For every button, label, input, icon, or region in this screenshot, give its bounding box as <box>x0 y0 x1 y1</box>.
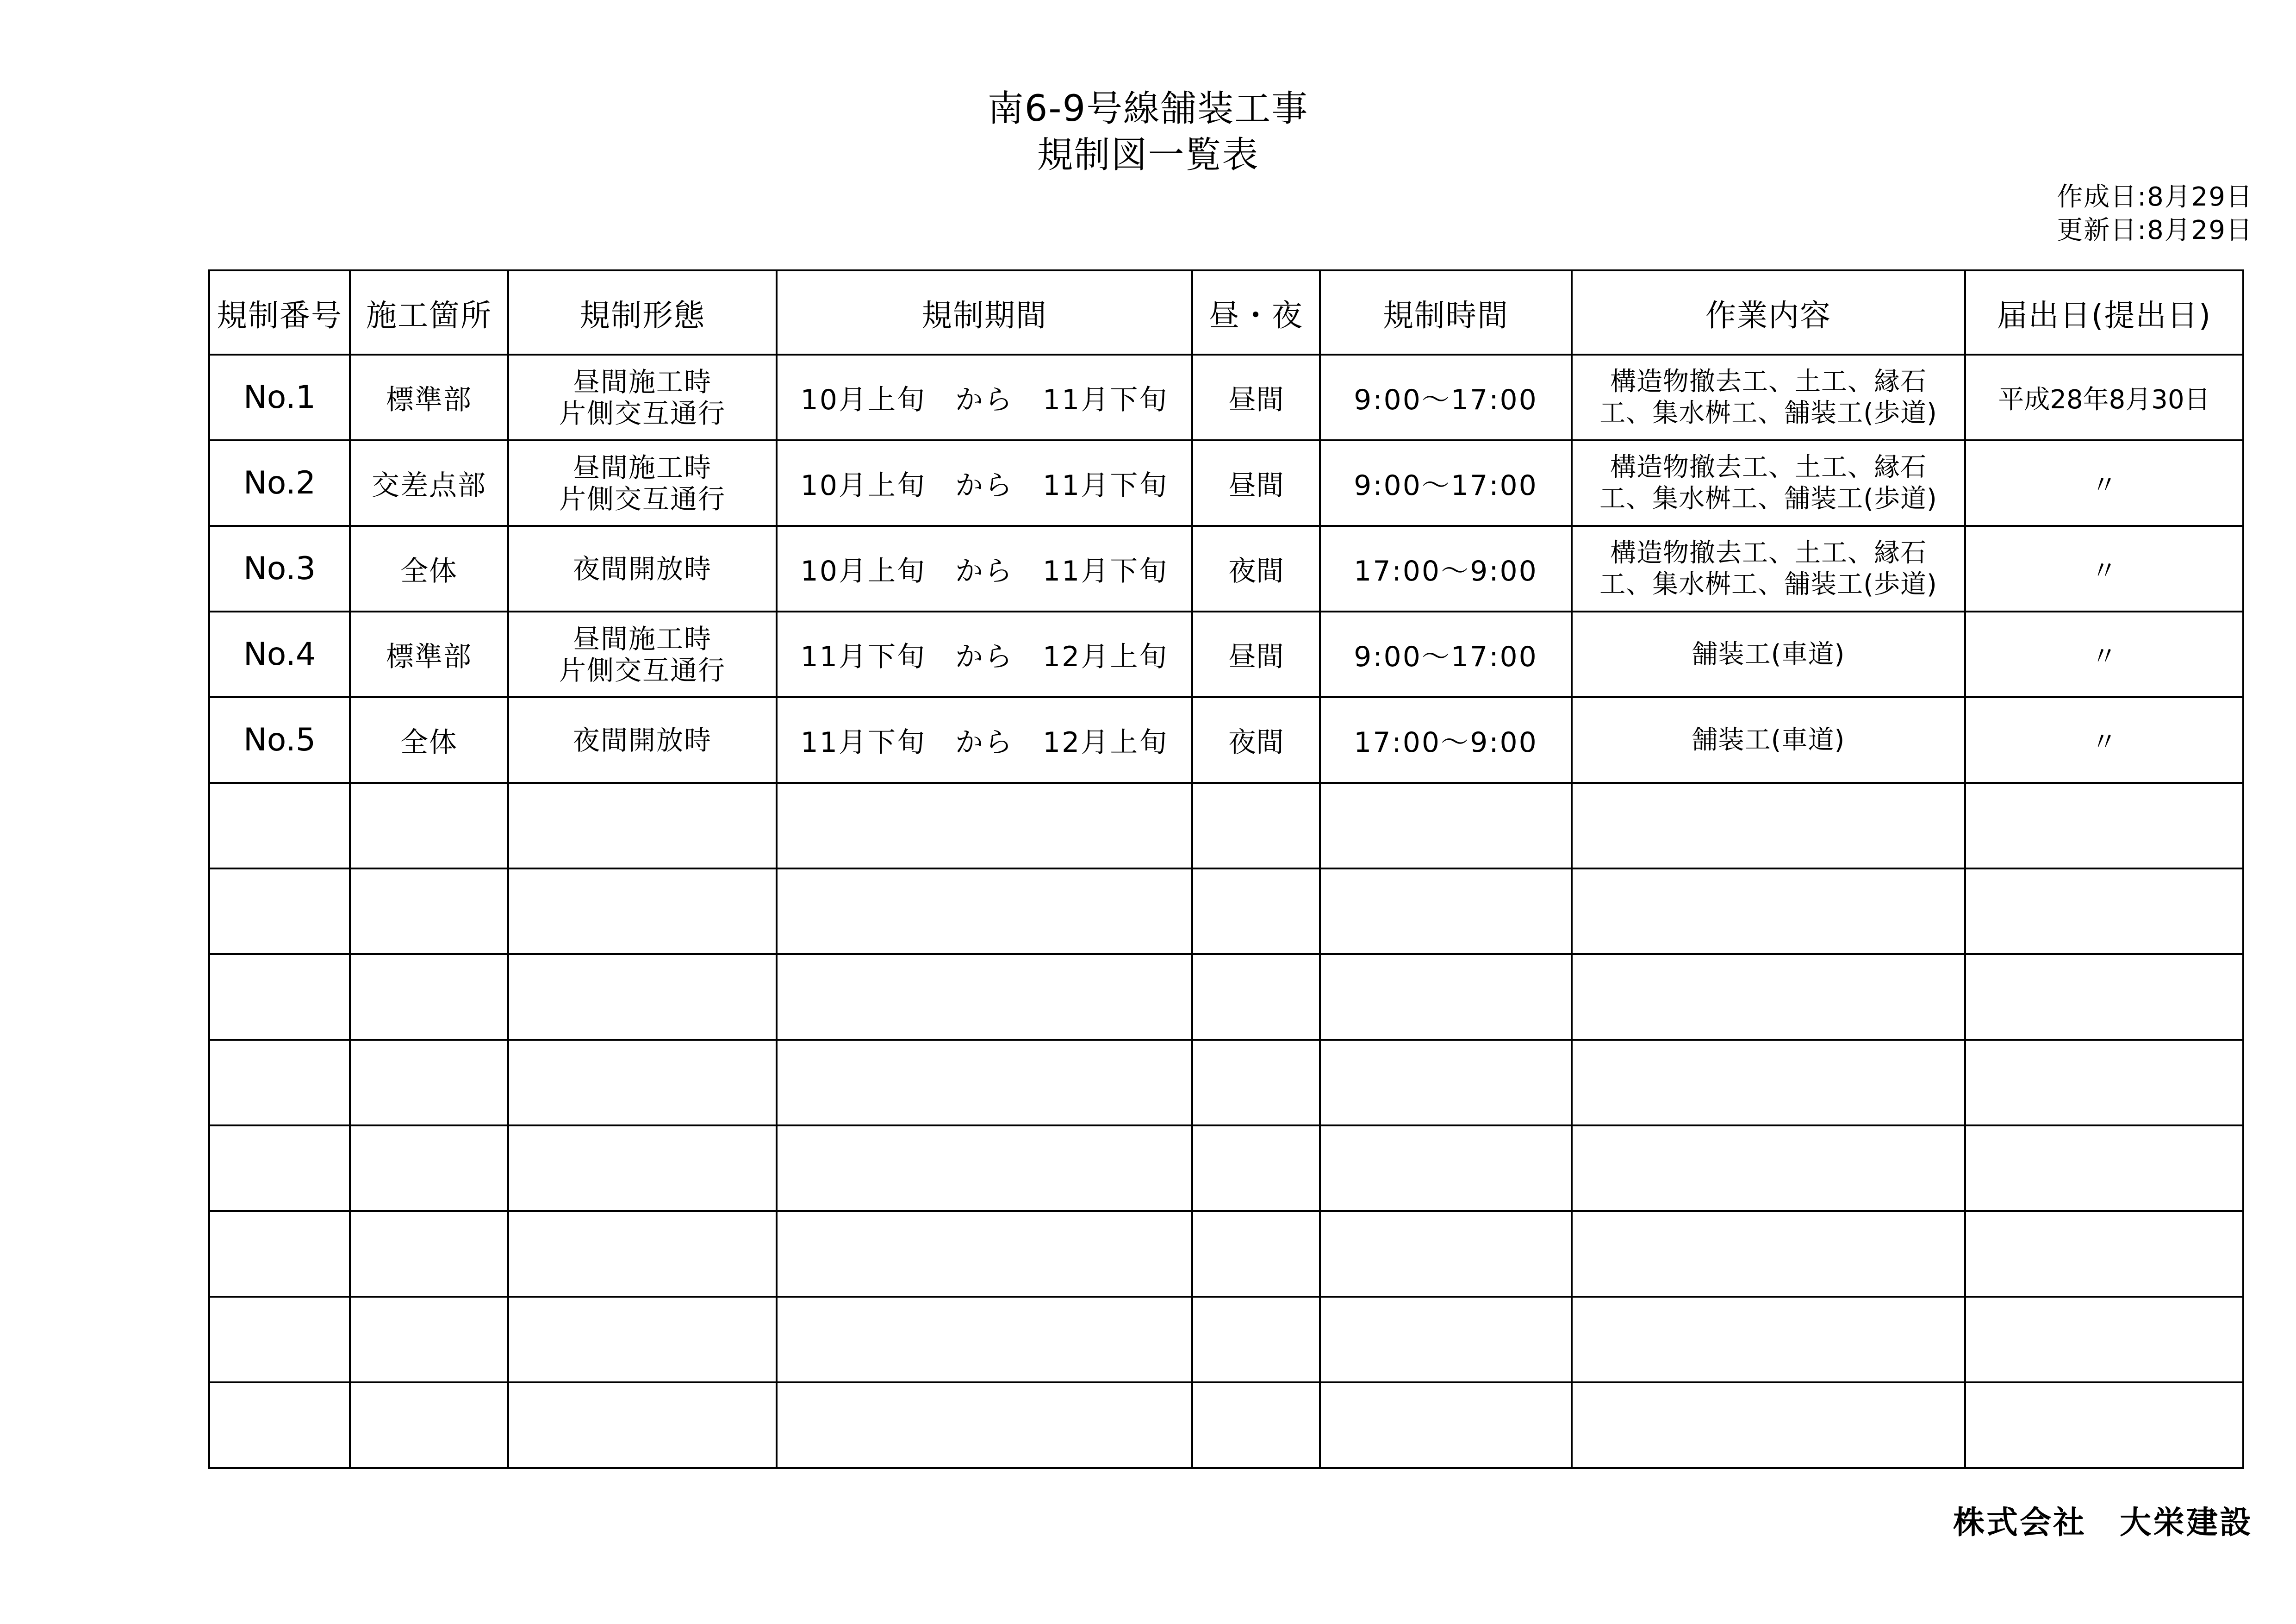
header-reg-no: 規制番号 <box>209 270 350 355</box>
title-block <box>0 86 2296 178</box>
reg-form-line: 片側交互通行 <box>559 654 726 686</box>
empty-cell <box>1192 868 1320 954</box>
reg-form-line: 夜間開放時 <box>572 553 712 585</box>
cell-day-night: 夜間 <box>1192 697 1320 783</box>
empty-cell <box>508 1125 777 1211</box>
cell-day-night: 昼間 <box>1192 355 1320 440</box>
empty-cell <box>1572 783 1965 868</box>
empty-cell <box>1320 1040 1572 1125</box>
empty-cell <box>350 1125 508 1211</box>
empty-cell <box>1572 1382 1965 1468</box>
empty-cell <box>1572 1297 1965 1382</box>
cell-reg-form <box>508 526 777 612</box>
table-header-row <box>209 270 2243 355</box>
work-line: 工、集水桝工、舗装工(歩道) <box>1599 483 1937 514</box>
work-line: 舗装工(車道) <box>1692 639 1845 669</box>
cell-reg-time: 9:00～17:00 <box>1320 440 1572 526</box>
cell-reg-no: No.4 <box>209 612 350 697</box>
cell-reg-no: No.1 <box>209 355 350 440</box>
empty-cell <box>350 1040 508 1125</box>
cell-reg-period: 10月上旬 から 11月下旬 <box>777 526 1192 612</box>
empty-cell <box>508 1382 777 1468</box>
empty-cell <box>1192 1040 1320 1125</box>
cell-work <box>1572 697 1965 783</box>
project-title: 南6-9号線舗装工事 <box>987 88 1309 130</box>
company-name: 株式会社 大栄建設 <box>1953 1505 2253 1541</box>
cell-reg-form <box>508 355 777 440</box>
cell-location: 標準部 <box>350 355 508 440</box>
cell-location: 全体 <box>350 526 508 612</box>
cell-reg-period: 11月下旬 から 12月上旬 <box>777 612 1192 697</box>
empty-cell <box>1572 954 1965 1040</box>
cell-reg-no: No.3 <box>209 526 350 612</box>
cell-submit-date: 〃 <box>1965 612 2243 697</box>
cell-work <box>1572 526 1965 612</box>
header-reg-time: 規制時間 <box>1320 270 1572 355</box>
empty-cell <box>1965 1211 2243 1297</box>
cell-work <box>1572 612 1965 697</box>
empty-cell <box>777 954 1192 1040</box>
reg-form-line: 片側交互通行 <box>559 483 726 515</box>
empty-cell <box>209 1211 350 1297</box>
cell-submit-date: 〃 <box>1965 526 2243 612</box>
table-row <box>209 355 2243 440</box>
cell-day-night: 昼間 <box>1192 612 1320 697</box>
empty-cell <box>350 954 508 1040</box>
empty-cell <box>350 1382 508 1468</box>
header-reg-form: 規制形態 <box>508 270 777 355</box>
empty-cell <box>209 1125 350 1211</box>
table-row <box>209 526 2243 612</box>
table-row <box>209 612 2243 697</box>
empty-cell <box>1320 1211 1572 1297</box>
cell-reg-period: 11月下旬 から 12月上旬 <box>777 697 1192 783</box>
empty-row <box>209 868 2243 954</box>
empty-cell <box>1320 1125 1572 1211</box>
empty-cell <box>1192 783 1320 868</box>
empty-row <box>209 783 2243 868</box>
table-row <box>209 697 2243 783</box>
empty-cell <box>209 1040 350 1125</box>
cell-location: 標準部 <box>350 612 508 697</box>
empty-cell <box>508 954 777 1040</box>
header-location: 施工箇所 <box>350 270 508 355</box>
empty-cell <box>1965 868 2243 954</box>
reg-form-line: 昼間施工時 <box>572 451 712 483</box>
empty-cell <box>1320 1297 1572 1382</box>
cell-reg-time: 9:00～17:00 <box>1320 355 1572 440</box>
cell-location: 全体 <box>350 697 508 783</box>
cell-day-night: 昼間 <box>1192 440 1320 526</box>
empty-cell <box>1965 1297 2243 1382</box>
empty-cell <box>1192 954 1320 1040</box>
cell-location: 交差点部 <box>350 440 508 526</box>
header-submit-date: 届出日(提出日) <box>1965 270 2243 355</box>
work-line: 構造物撤去工、土工、縁石 <box>1610 452 1927 482</box>
empty-cell <box>1192 1382 1320 1468</box>
empty-cell <box>508 1297 777 1382</box>
empty-cell <box>209 868 350 954</box>
empty-row <box>209 1125 2243 1211</box>
empty-cell <box>508 1211 777 1297</box>
empty-cell <box>777 868 1192 954</box>
empty-cell <box>209 1382 350 1468</box>
cell-reg-form <box>508 612 777 697</box>
cell-reg-form <box>508 697 777 783</box>
empty-cell <box>777 783 1192 868</box>
empty-cell <box>1320 1382 1572 1468</box>
cell-reg-time: 17:00～9:00 <box>1320 526 1572 612</box>
empty-cell <box>209 954 350 1040</box>
reg-form-line: 昼間施工時 <box>572 366 712 398</box>
reg-form-line: 片側交互通行 <box>559 397 726 429</box>
work-line: 構造物撤去工、土工、縁石 <box>1610 537 1927 568</box>
empty-cell <box>209 783 350 868</box>
empty-cell <box>777 1297 1192 1382</box>
empty-cell <box>1965 1040 2243 1125</box>
empty-cell <box>1965 783 2243 868</box>
reg-form-line: 昼間施工時 <box>572 623 712 655</box>
cell-work <box>1572 440 1965 526</box>
empty-cell <box>508 868 777 954</box>
cell-submit-date: 〃 <box>1965 697 2243 783</box>
empty-cell <box>350 783 508 868</box>
work-line: 工、集水桝工、舗装工(歩道) <box>1599 569 1937 600</box>
cell-reg-time: 9:00～17:00 <box>1320 612 1572 697</box>
cell-day-night: 夜間 <box>1192 526 1320 612</box>
document-title: 規制図一覧表 <box>1037 134 1259 176</box>
empty-cell <box>209 1297 350 1382</box>
regulation-table <box>208 269 2244 1469</box>
empty-cell <box>1965 1382 2243 1468</box>
header-day-night: 昼・夜 <box>1192 270 1320 355</box>
created-date: 作成日:8月29日 <box>2057 182 2253 212</box>
empty-cell <box>1192 1211 1320 1297</box>
empty-cell <box>1572 1040 1965 1125</box>
cell-submit-date: 〃 <box>1965 440 2243 526</box>
empty-row <box>209 1297 2243 1382</box>
cell-submit-date: 平成28年8月30日 <box>1965 355 2243 440</box>
header-work: 作業内容 <box>1572 270 1965 355</box>
empty-cell <box>1572 868 1965 954</box>
work-line: 工、集水桝工、舗装工(歩道) <box>1599 398 1937 428</box>
empty-cell <box>777 1382 1192 1468</box>
cell-reg-form <box>508 440 777 526</box>
table-row <box>209 440 2243 526</box>
empty-cell <box>350 1211 508 1297</box>
empty-cell <box>508 783 777 868</box>
empty-cell <box>1192 1125 1320 1211</box>
empty-cell <box>508 1040 777 1125</box>
work-line: 舗装工(車道) <box>1692 725 1845 755</box>
cell-work <box>1572 355 1965 440</box>
empty-cell <box>1572 1125 1965 1211</box>
empty-cell <box>777 1040 1192 1125</box>
empty-cell <box>1965 954 2243 1040</box>
updated-date: 更新日:8月29日 <box>2057 215 2253 245</box>
empty-cell <box>350 868 508 954</box>
empty-cell <box>777 1125 1192 1211</box>
empty-row <box>209 1382 2243 1468</box>
empty-cell <box>1572 1211 1965 1297</box>
empty-row <box>209 1040 2243 1125</box>
cell-reg-period: 10月上旬 から 11月下旬 <box>777 355 1192 440</box>
cell-reg-no: No.2 <box>209 440 350 526</box>
empty-cell <box>1320 783 1572 868</box>
empty-cell <box>350 1297 508 1382</box>
empty-row <box>209 1211 2243 1297</box>
empty-row <box>209 954 2243 1040</box>
empty-cell <box>777 1211 1192 1297</box>
date-block <box>2057 181 2253 247</box>
empty-cell <box>1320 954 1572 1040</box>
header-reg-period: 規制期間 <box>777 270 1192 355</box>
cell-reg-time: 17:00～9:00 <box>1320 697 1572 783</box>
empty-cell <box>1320 868 1572 954</box>
reg-form-line: 夜間開放時 <box>572 724 712 756</box>
cell-reg-no: No.5 <box>209 697 350 783</box>
work-line: 構造物撤去工、土工、縁石 <box>1610 366 1927 397</box>
empty-cell <box>1192 1297 1320 1382</box>
empty-cell <box>1965 1125 2243 1211</box>
cell-reg-period: 10月上旬 から 11月下旬 <box>777 440 1192 526</box>
